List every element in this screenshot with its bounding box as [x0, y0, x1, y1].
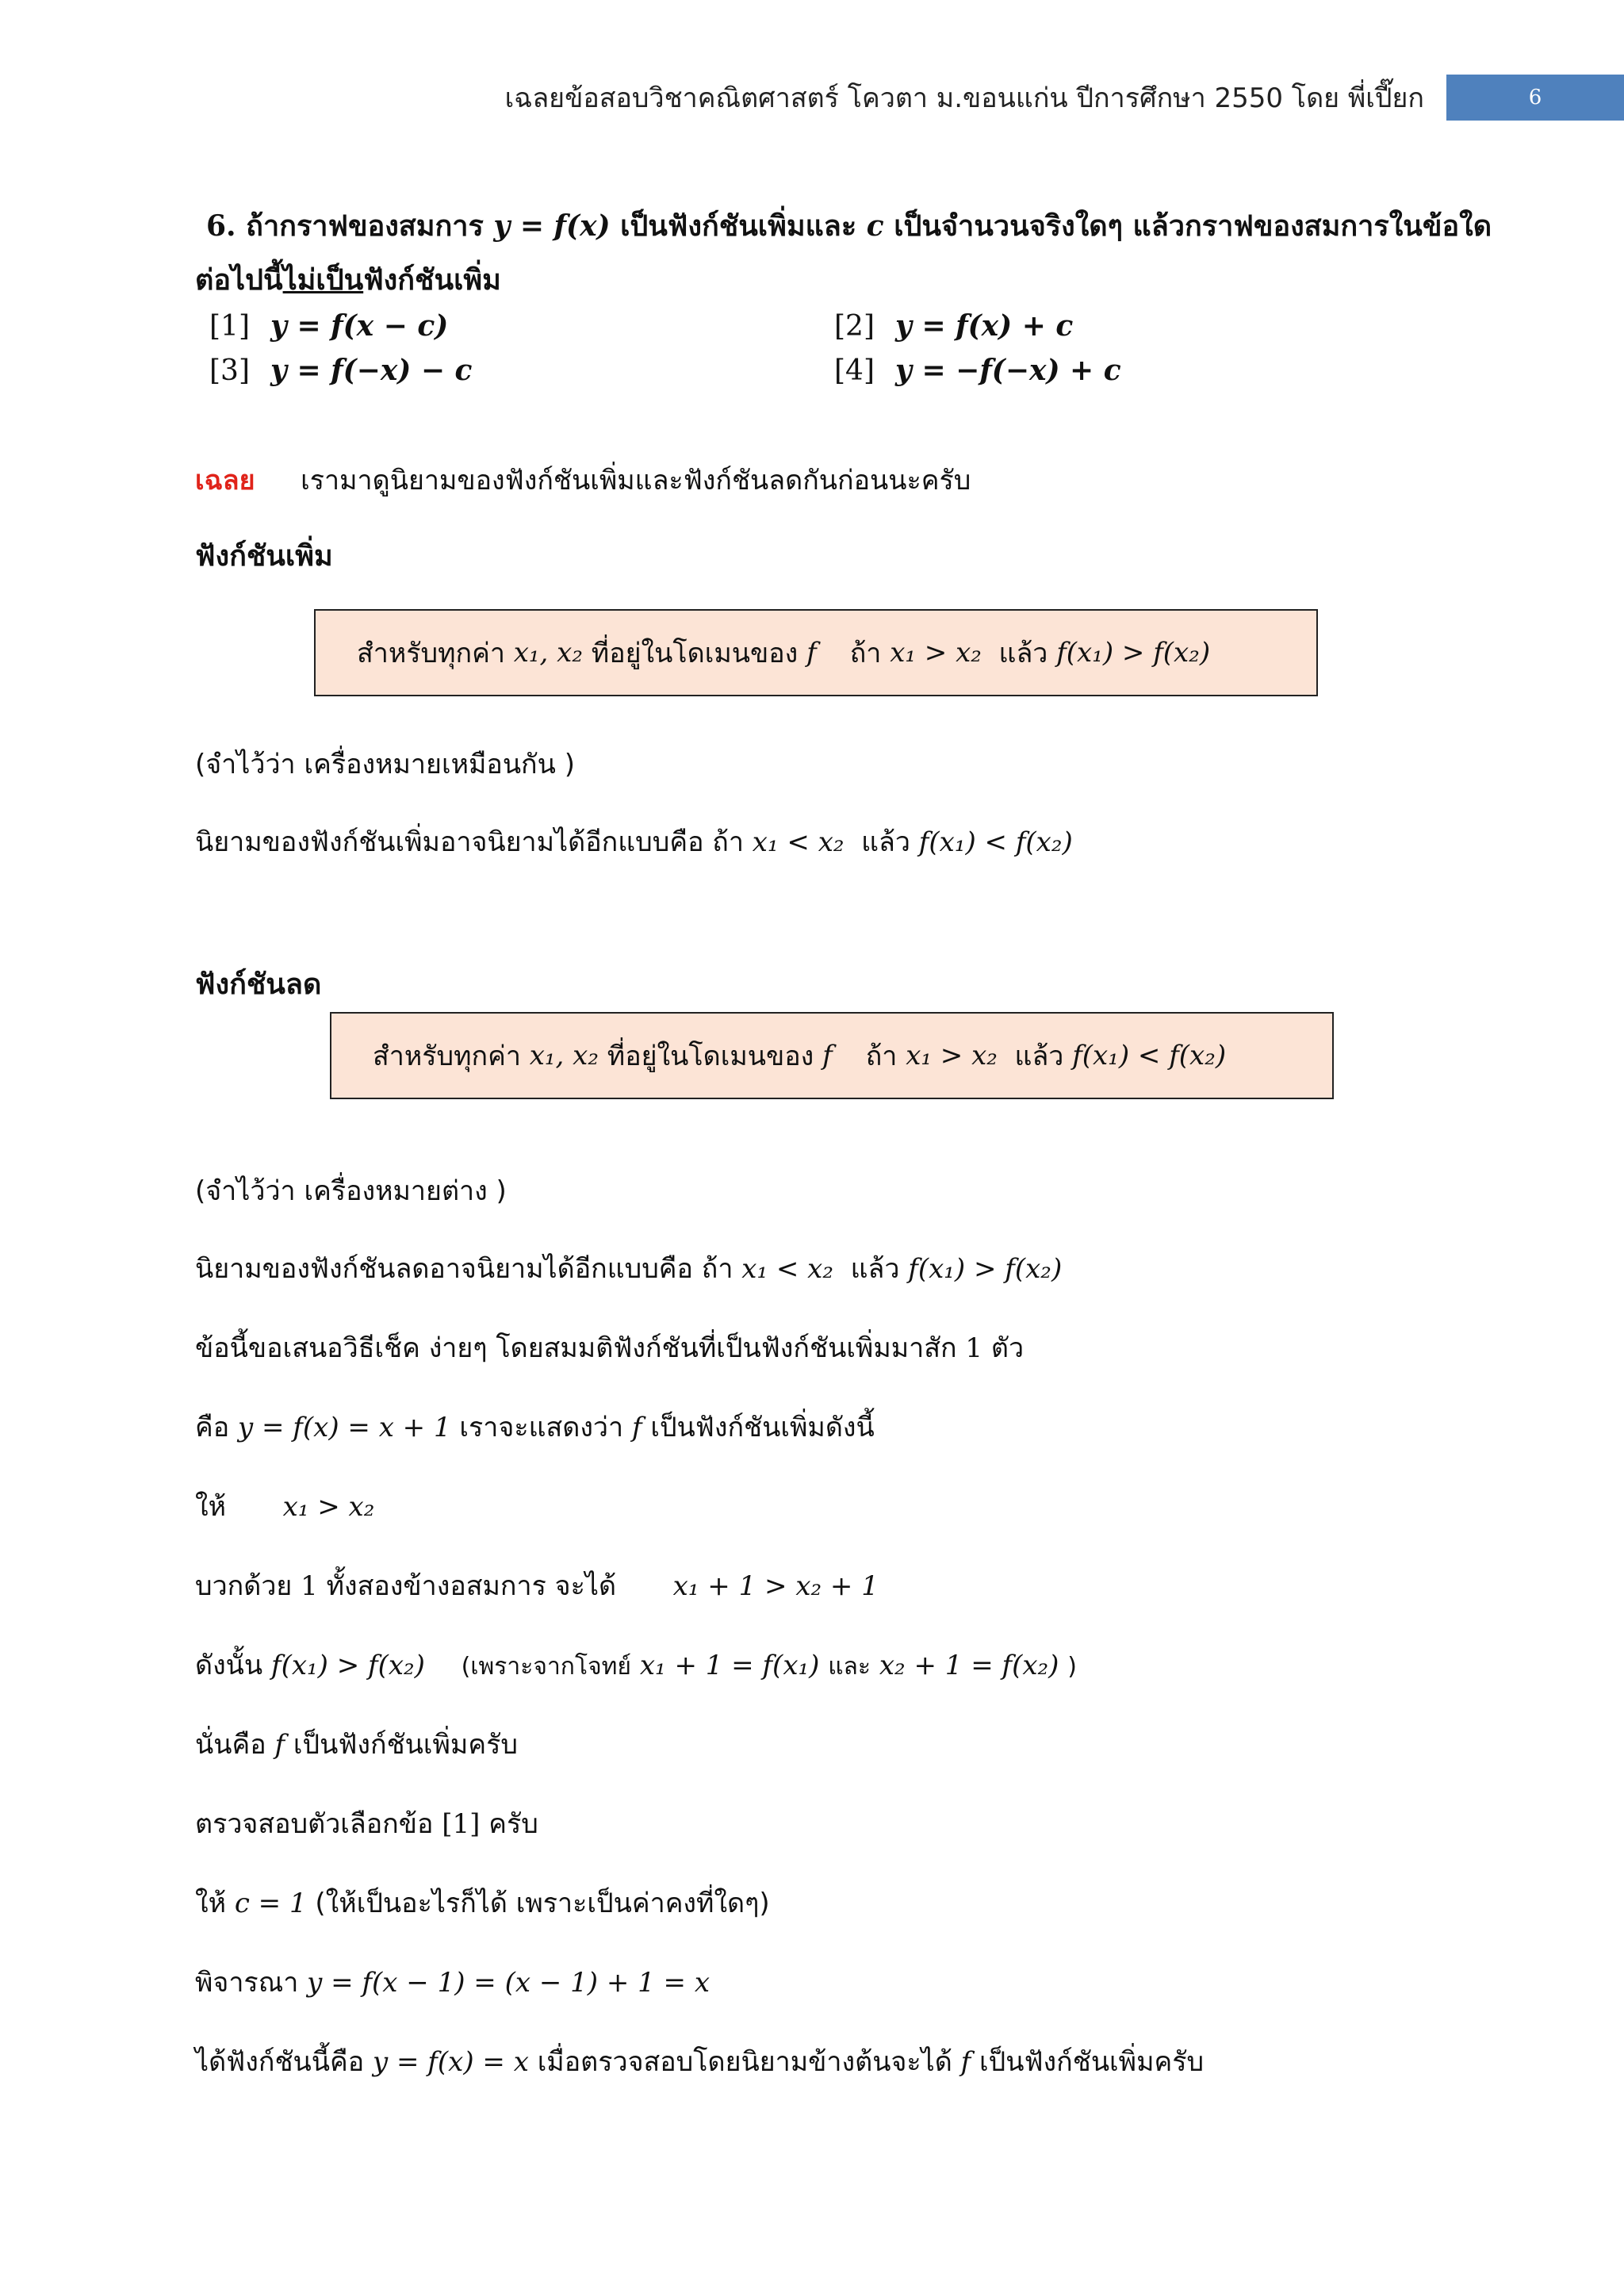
- step-2-text-b: เราจะแสดงว่า: [459, 1412, 624, 1443]
- dec-box-a: สำหรับทุกค่า: [373, 1041, 521, 1072]
- question-text-a: ถ้ากราฟของสมการ: [246, 210, 484, 243]
- answer-intro-line: [195, 458, 971, 501]
- step-5-equation-2: x₁ + 1 = f(x₁): [639, 1650, 820, 1681]
- increasing-note: (จำไว้ว่า เครื่องหมายเหมือนกัน ): [195, 749, 575, 780]
- dec-box-d: แล้ว: [1014, 1041, 1064, 1072]
- step-2-f: f: [631, 1412, 642, 1443]
- question-text-b: เป็นฟังก์ชันเพิ่มและ: [620, 210, 857, 243]
- increasing-heading: ฟังก์ชันเพิ่ม: [195, 540, 333, 573]
- step-4: [195, 1564, 879, 1607]
- step-5-text: ดังนั้น: [195, 1650, 263, 1681]
- inc-box-f: f: [806, 637, 817, 669]
- question-line2-b: ฟังก์ชันเพิ่ม: [363, 264, 501, 297]
- step-8: [195, 1881, 770, 1924]
- step-5-text-d: ): [1067, 1653, 1077, 1681]
- step-4-text: บวกด้วย: [195, 1570, 293, 1602]
- step-6-f: f: [274, 1729, 285, 1761]
- option-4-number: [4]: [834, 355, 875, 387]
- step-4-number: 1: [301, 1570, 318, 1602]
- step-5: [195, 1643, 1077, 1686]
- dec-box-vars: x₁, x₂: [529, 1040, 599, 1071]
- inc-box-b: ที่อยู่ในโดเมนของ: [591, 638, 799, 669]
- question-line-2: [195, 257, 501, 302]
- option-3: [209, 354, 472, 387]
- step-1: [195, 1326, 1024, 1369]
- step-5-equation-3: x₂ + 1 = f(x₂): [879, 1650, 1059, 1681]
- dec-alt-result: f(x₁) > f(x₂): [908, 1253, 1063, 1285]
- inc-alt-a: นิยามของฟังก์ชันเพิ่มอาจนิยามได้อีกแบบคือ ถ้า: [195, 826, 744, 858]
- question-equation: y = f(x): [493, 209, 611, 243]
- option-4: [834, 354, 1121, 387]
- dec-box-condition: x₁ > x₂: [906, 1040, 998, 1071]
- header-page-tab: [1446, 75, 1624, 121]
- step-10-text-b: เมื่อตรวจสอบโดยนิยามข้างต้นจะได้: [537, 2046, 952, 2078]
- question-text-c: เป็นจำนวนจริงใดๆ แล้วกราฟของสมการในข้อใด: [894, 210, 1492, 243]
- step-5-equation: f(x₁) > f(x₂): [270, 1650, 425, 1681]
- question-c: c: [866, 209, 884, 243]
- question-line2-a: ต่อไปนี้: [195, 264, 283, 297]
- inc-alt-condition: x₁ < x₂: [752, 826, 845, 858]
- step-9-text: พิจารณา: [195, 1967, 299, 1999]
- step-6-text-b: เป็นฟังก์ชันเพิ่มครับ: [293, 1729, 518, 1761]
- step-3-text: ให้: [195, 1491, 227, 1523]
- inc-box-result: f(x₁) > f(x₂): [1056, 637, 1211, 669]
- step-8-equation: c = 1: [234, 1888, 307, 1919]
- header-title: เฉลยข้อสอบวิชาคณิตศาสตร์ โควตา ม.ขอนแก่น ปีการศึกษา 2550 โดย พี่เปี๊ยก: [504, 82, 1424, 114]
- step-10-text: ได้ฟังก์ชันนี้คือ: [195, 2046, 365, 2078]
- dec-box-result: f(x₁) < f(x₂): [1072, 1040, 1227, 1071]
- decreasing-note: (จำไว้ว่า เครื่องหมายต่าง ): [195, 1175, 507, 1207]
- option-2-equation: y = f(x) + c: [895, 309, 1074, 343]
- step-7-option: [1]: [442, 1808, 481, 1840]
- step-1-text-b: ตัว: [990, 1332, 1025, 1364]
- decreasing-heading: ฟังก์ชันลด: [195, 968, 322, 1001]
- inc-box-condition: x₁ > x₂: [890, 637, 982, 669]
- option-2: [834, 309, 1073, 343]
- dec-alt-condition: x₁ < x₂: [741, 1253, 833, 1285]
- step-7-text: ตรวจสอบตัวเลือกข้อ: [195, 1808, 434, 1840]
- option-1-equation: y = f(x − c): [270, 309, 449, 343]
- answer-intro: เรามาดูนิยามของฟังก์ชันเพิ่มและฟังก์ชันลดกันก่อนนะครับ: [301, 465, 971, 496]
- question-number: 6.: [206, 209, 236, 243]
- step-3: [195, 1485, 374, 1527]
- step-5-text-c: และ: [828, 1653, 871, 1681]
- step-10-text-c: เป็นฟังก์ชันเพิ่มครับ: [979, 2046, 1205, 2078]
- option-1-number: [1]: [209, 310, 250, 343]
- dec-box-f: f: [822, 1040, 833, 1071]
- step-6: [195, 1723, 518, 1765]
- step-3-equation: x₁ > x₂: [282, 1491, 375, 1523]
- decreasing-definition-box: [330, 1012, 1334, 1099]
- step-2-text-c: เป็นฟังก์ชันเพิ่มดังนี้: [650, 1412, 875, 1443]
- step-7-text-b: ครับ: [488, 1808, 538, 1840]
- step-2: [195, 1405, 875, 1448]
- step-7: [195, 1802, 538, 1845]
- step-10-f: f: [960, 2046, 971, 2078]
- step-2-equation: y = f(x) = x + 1: [237, 1412, 451, 1443]
- increasing-alt-definition: [195, 820, 1073, 863]
- step-9: [195, 1961, 710, 2003]
- inc-alt-result: f(x₁) < f(x₂): [918, 826, 1073, 858]
- inc-box-c: ถ้า: [849, 638, 882, 669]
- question-line2-underlined: ไม่เป็น: [282, 264, 364, 297]
- dec-alt-b: แล้ว: [850, 1253, 900, 1285]
- step-9-equation: y = f(x − 1) = (x − 1) + 1 = x: [307, 1967, 710, 1999]
- option-2-number: [2]: [834, 310, 875, 343]
- step-8-text-b: (ให้เป็นอะไรก็ได้ เพราะเป็นค่าคงที่ใดๆ): [315, 1888, 770, 1919]
- option-3-number: [3]: [209, 355, 250, 387]
- inc-box-a: สำหรับทุกค่า: [357, 638, 505, 669]
- step-8-text: ให้: [195, 1888, 227, 1919]
- option-4-equation: y = −f(−x) + c: [895, 354, 1121, 387]
- decreasing-alt-definition: [195, 1247, 1062, 1290]
- dec-box-b: ที่อยู่ในโดเมนของ: [607, 1041, 814, 1072]
- answer-label: เฉลย: [195, 465, 255, 496]
- inc-box-d: แล้ว: [998, 638, 1048, 669]
- step-6-text: นั่นคือ: [195, 1729, 266, 1761]
- step-10-equation: y = f(x) = x: [372, 2046, 529, 2078]
- inc-box-vars: x₁, x₂: [513, 637, 583, 669]
- step-10: [195, 2040, 1204, 2083]
- option-3-equation: y = f(−x) − c: [270, 354, 473, 387]
- step-1-number: 1: [965, 1332, 983, 1364]
- option-1: [209, 309, 448, 343]
- inc-alt-b: แล้ว: [861, 826, 910, 858]
- dec-alt-a: นิยามของฟังก์ชันลดอาจนิยามได้อีกแบบคือ ถ้า: [195, 1253, 733, 1285]
- question-line-1: [206, 203, 1492, 248]
- step-4-text-b: ทั้งสองข้างอสมการ จะได้: [326, 1570, 617, 1602]
- page-number: 6: [1528, 86, 1542, 109]
- increasing-definition-box: [314, 609, 1318, 696]
- step-4-equation: x₁ + 1 > x₂ + 1: [672, 1570, 879, 1602]
- step-2-text: คือ: [195, 1412, 230, 1443]
- step-5-text-b: (เพราะจากโจทย์: [461, 1653, 632, 1681]
- step-1-text: ข้อนี้ขอเสนอวิธีเช็ค ง่ายๆ โดยสมมติฟังก์ชันที่เป็นฟังก์ชันเพิ่มมาสัก: [195, 1332, 957, 1364]
- dec-box-c: ถ้า: [865, 1041, 898, 1072]
